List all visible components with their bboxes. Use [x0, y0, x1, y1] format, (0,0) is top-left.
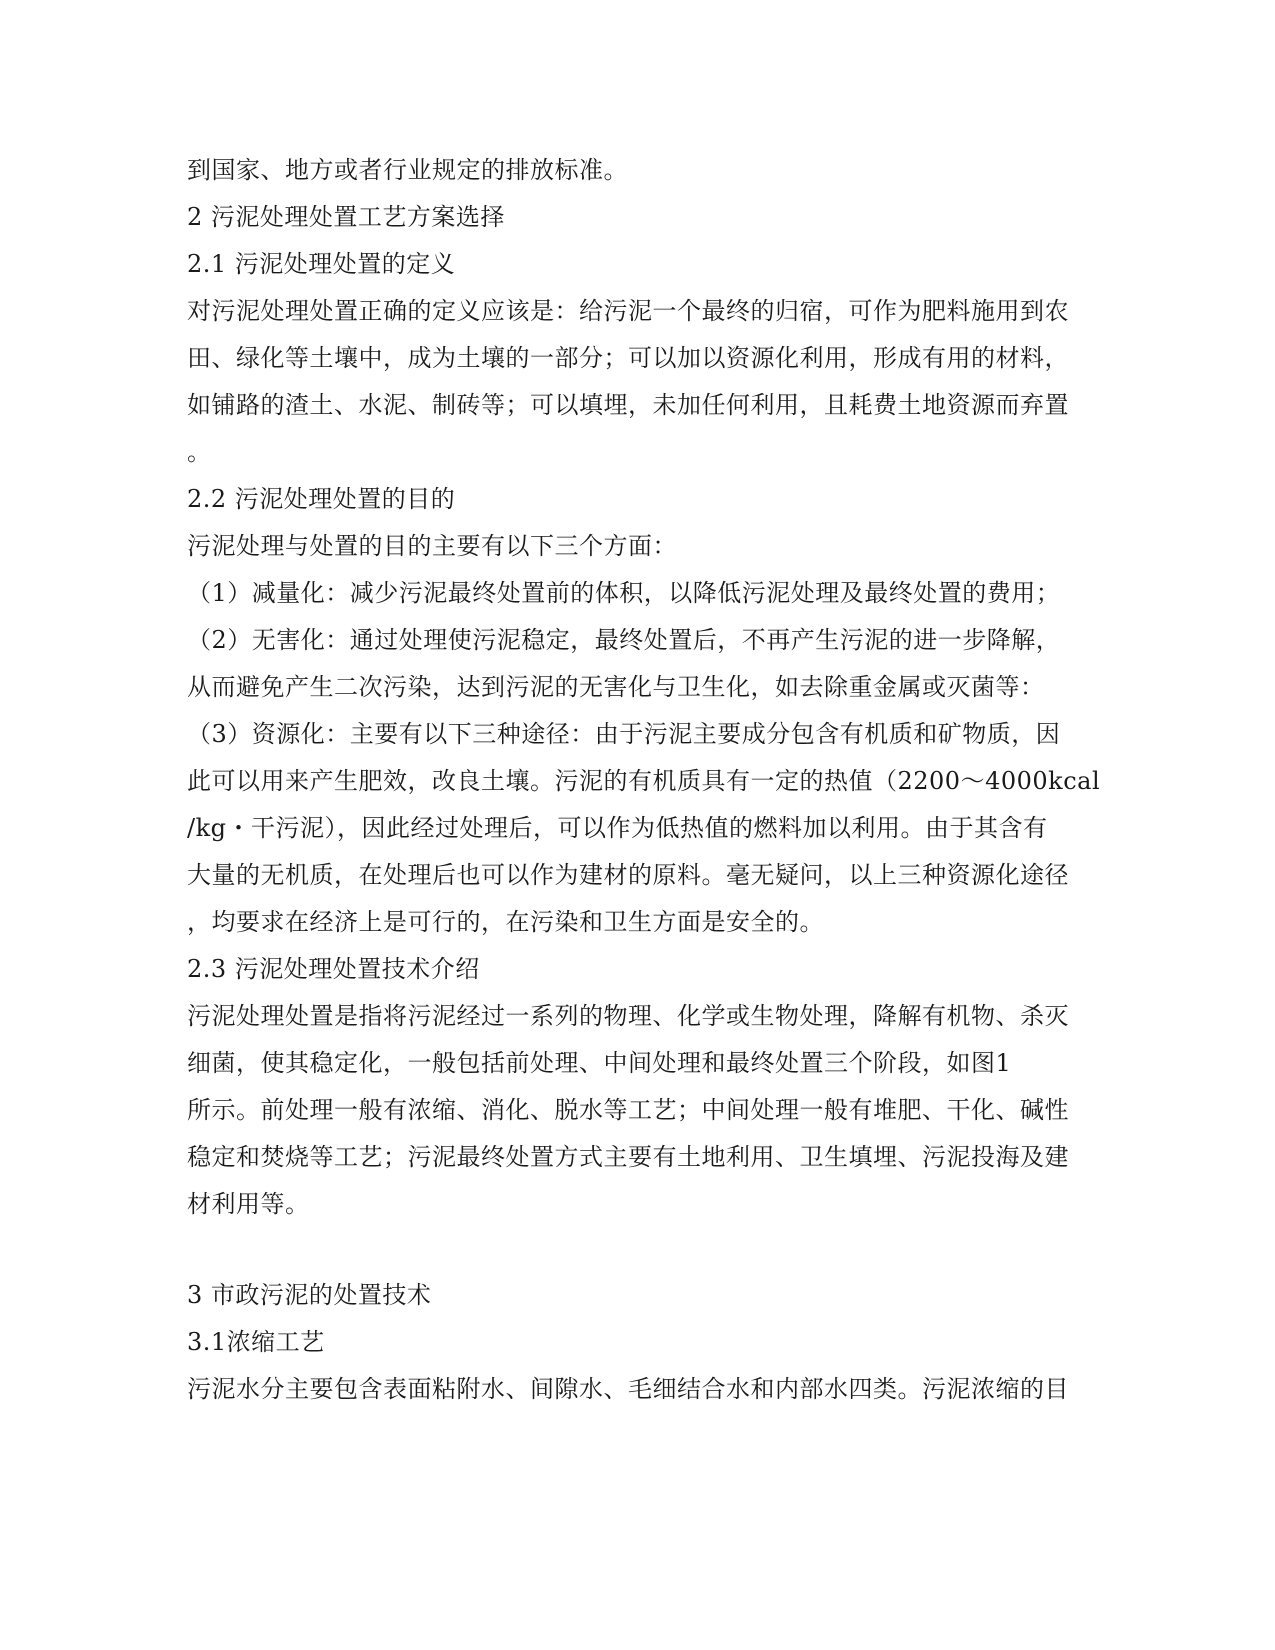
- text-line: 所示。前处理一般有浓缩、消化、脱水等工艺；中间处理一般有堆肥、干化、碱性: [187, 1096, 1069, 1124]
- text-line: ，均要求在经济上是可行的，在污染和卫生方面是安全的。: [187, 908, 824, 936]
- text-line: 稳定和焚烧等工艺；污泥最终处置方式主要有土地利用、卫生填埋、污泥投海及建: [187, 1143, 1069, 1171]
- text-line: 到国家、地方或者行业规定的排放标准。: [187, 156, 628, 184]
- text-line: 大量的无机质，在处理后也可以作为建材的原料。毫无疑问，以上三种资源化途径: [187, 861, 1069, 889]
- subsection-heading: 2.2 污泥处理处置的目的: [187, 485, 456, 513]
- text-line: /kg・干污泥），因此经过处理后，可以作为低热值的燃料加以利用。由于其含有: [187, 814, 1048, 842]
- list-item: （3）资源化：主要有以下三种途径：由于污泥主要成分包含有机质和矿物质，因: [187, 720, 1061, 748]
- text-line: 从而避免产生二次污染，达到污泥的无害化与卫生化，如去除重金属或灭菌等：: [187, 673, 1045, 701]
- list-item: （1）减量化：减少污泥最终处置前的体积，以降低污泥处理及最终处置的费用；: [187, 579, 1061, 607]
- text-line: 。: [187, 438, 212, 466]
- text-line: 细菌，使其稳定化，一般包括前处理、中间处理和最终处置三个阶段，如图1: [187, 1049, 1012, 1077]
- text-line: 对污泥处理处置正确的定义应该是：给污泥一个最终的归宿，可作为肥料施用到农: [187, 297, 1069, 325]
- section-heading: 3 市政污泥的处置技术: [187, 1281, 432, 1309]
- section-heading: 2 污泥处理处置工艺方案选择: [187, 203, 505, 231]
- subsection-heading: 2.1 污泥处理处置的定义: [187, 250, 456, 278]
- text-line: 污泥处理处置是指将污泥经过一系列的物理、化学或生物处理，降解有机物、杀灭: [187, 1002, 1069, 1030]
- text-line: 此可以用来产生肥效，改良土壤。污泥的有机质具有一定的热值（2200～4000kcal: [187, 767, 1101, 795]
- text-line: 污泥水分主要包含表面粘附水、间隙水、毛细结合水和内部水四类。污泥浓缩的目: [187, 1375, 1069, 1403]
- text-line: 污泥处理与处置的目的主要有以下三个方面：: [187, 532, 677, 560]
- subsection-heading: 3.1浓缩工艺: [187, 1328, 325, 1356]
- text-line: 如铺路的渣土、水泥、制砖等；可以填埋，未加任何利用，且耗费土地资源而弃置: [187, 391, 1069, 419]
- subsection-heading: 2.3 污泥处理处置技术介绍: [187, 955, 480, 983]
- text-line: 材利用等。: [187, 1190, 310, 1218]
- list-item: （2）无害化：通过处理使污泥稳定，最终处置后，不再产生污泥的进一步降解，: [187, 626, 1061, 654]
- text-line: 田、绿化等土壤中，成为土壤的一部分；可以加以资源化利用，形成有用的材料，: [187, 344, 1069, 372]
